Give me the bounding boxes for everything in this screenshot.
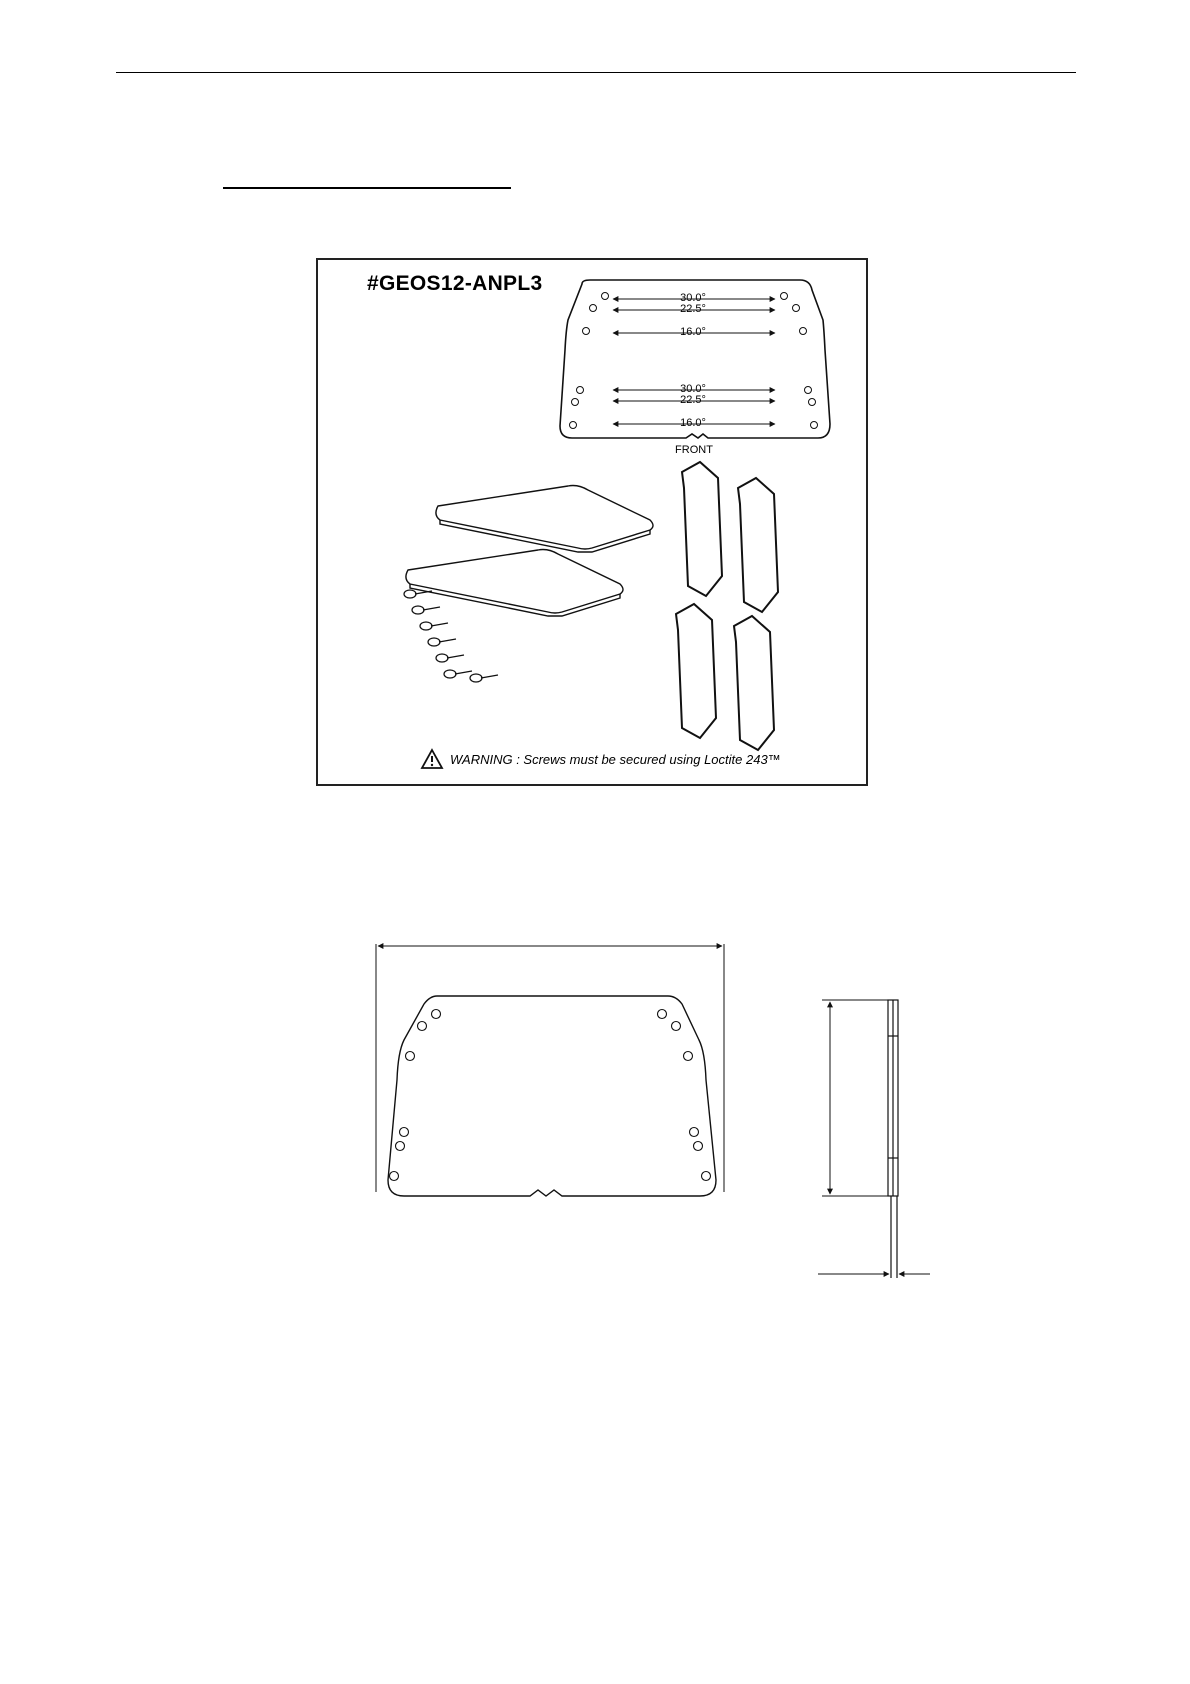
rear-angle-30-label: 30.0°	[680, 292, 706, 304]
front-angle-16-label: 16.0°	[680, 417, 706, 429]
rear-angle-16-label: 16.0°	[680, 326, 706, 338]
kit-isometric-plate-2	[406, 550, 623, 617]
kit-screws	[404, 590, 498, 682]
height-dimension	[822, 1000, 888, 1196]
rear-angle-22-label: 22.5°	[680, 303, 706, 315]
kit-top-plate	[560, 280, 830, 438]
plate-front-view	[388, 996, 716, 1196]
warning-text: WARNING : Screws must be secured using Loctite 243™	[450, 751, 781, 767]
width-dimension	[376, 944, 724, 1192]
front-angle-30-label: 30.0°	[680, 383, 706, 395]
front-label: FRONT	[675, 444, 713, 456]
kit-title: #GEOS12-ANPL3	[367, 272, 543, 295]
kit-isometric-plate-1	[436, 486, 653, 553]
kit-side-plates	[676, 462, 778, 750]
front-angle-22-label: 22.5°	[680, 394, 706, 406]
plate-side-view	[888, 1000, 898, 1278]
